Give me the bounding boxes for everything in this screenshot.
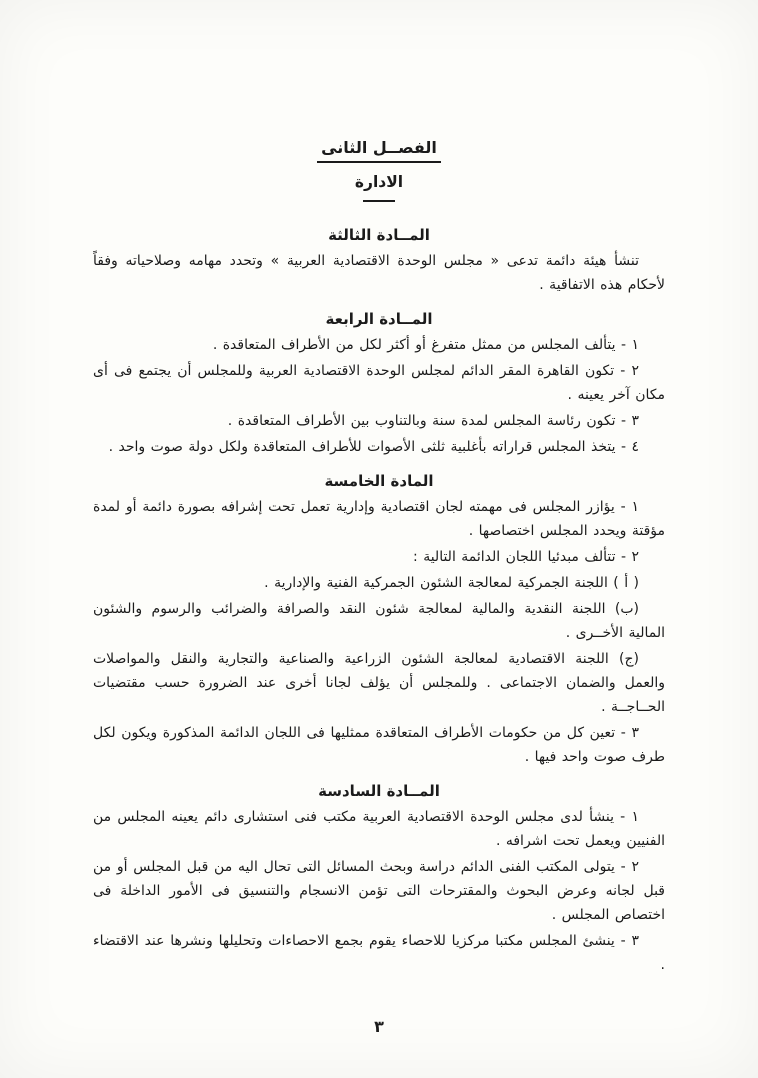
chapter-subtitle: الادارة — [354, 173, 404, 191]
article-five-item-1: ١ - يؤازر المجلس فى مهمته لجان اقتصادية وإدارية تعمل تحت إشرافه بصورة دائمة أو لمدة مؤقتة ويحدد المجلس اختصاصها . — [93, 499, 665, 539]
article-six-item-1: ١ - ينشأ لدى مجلس الوحدة الاقتصادية العربية مكتب فنى استشارى دائم يعينه المجلس من الفنيين ويعمل تحت اشرافه . — [93, 809, 665, 849]
article-six-item-2: ٢ - يتولى المكتب الفنى الدائم دراسة وبحث المسائل التى تحال اليه من قبل المجلس أو من قبل لجانه وعرض البحوث والمقترحات التى تؤمن الانسجام والتنسيق فى الأمور الداخلة فى اختصاص المجلس . — [93, 859, 665, 923]
article-six — [93, 782, 665, 977]
article-five-item-2: ٢ - تتألف مبدئيا اللجان الدائمة التالية : — [413, 549, 639, 565]
article-six-item-3: ٣ - ينشئ المجلس مكتبا مركزيا للاحصاء يقوم بجمع الاحصاءات وتحليلها ونشرها عند الاقتضاء . — [93, 933, 665, 973]
article-five — [93, 472, 665, 769]
article-five-subitem-c: (ج) اللجنة الاقتصادية لمعالجة الشئون الزراعية والصناعية والتجارية والنقل والمواصلات والعمل والضمان الاجتماعى . وللمجلس أن يؤلف لجانا أخرى عند الضرورة حسب مقتضيات الحــاجــة . — [93, 651, 665, 715]
page-content — [93, 138, 665, 979]
article-three-paragraph: تنشأ هيئة دائمة تدعى « مجلس الوحدة الاقتصادية العربية » وتحدد مهامه وصلاحياته وفقاً لأحكام هذه الاتفاقية . — [93, 253, 665, 293]
article-four-item-1: ١ - يتألف المجلس من ممثل متفرغ أو أكثر لكل من الأطراف المتعاقدة . — [212, 337, 639, 353]
article-five-item-3: ٣ - تعين كل من حكومات الأطراف المتعاقدة ممثليها فى اللجان الدائمة المذكورة ويكون لكل طرف صوت واحد فيها . — [93, 725, 665, 765]
article-six-heading: المــادة السادسة — [318, 782, 440, 800]
chapter-title — [93, 138, 665, 163]
article-five-subitem-a: ( أ ) اللجنة الجمركية لمعالجة الشئون الجمركية الفنية والإدارية . — [264, 575, 639, 591]
article-four-item-2: ٢ - تكون القاهرة المقر الدائم لمجلس الوحدة الاقتصادية العربية وللمجلس أن يجتمع فى أى مكان آخر يعينه . — [93, 363, 665, 403]
article-four-item-3: ٣ - تكون رئاسة المجلس لمدة سنة وبالتناوب بين الأطراف المتعاقدة . — [227, 413, 639, 429]
chapter-title-text: الفصــل الثانى — [317, 138, 441, 163]
article-three-heading: المــادة الثالثة — [328, 226, 430, 244]
article-three — [93, 226, 665, 297]
article-five-subitem-b: (ب) اللجنة النقدية والمالية لمعالجة شئون النقد والصرافة والضرائب والرسوم والشئون المالية الأخــرى . — [93, 601, 665, 641]
article-four-heading: المــادة الرابعة — [325, 310, 433, 328]
article-four-item-4: ٤ - يتخذ المجلس قراراته بأغلبية ثلثى الأصوات للأطراف المتعاقدة ولكل دولة صوت واحد . — [108, 439, 639, 455]
divider-line — [363, 200, 395, 202]
article-four — [93, 310, 665, 459]
page-number: ٣ — [374, 1017, 384, 1036]
article-five-heading: المادة الخامسة — [324, 472, 434, 490]
